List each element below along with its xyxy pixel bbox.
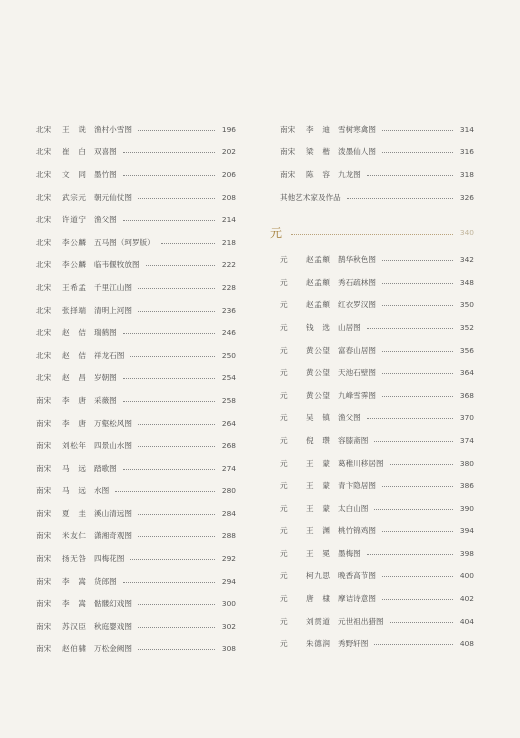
entry-title: 红衣罗汉图: [338, 300, 376, 310]
toc-entry[interactable]: [280, 361, 474, 384]
leader-dots: [291, 234, 453, 235]
leader-dots: [138, 627, 215, 628]
entry-artist: 黄公望: [306, 368, 331, 378]
entry-artist: 赵伯骕: [62, 644, 87, 654]
entry-artist: 夏 圭: [62, 508, 87, 518]
entry-title: 青卞隐居图: [338, 481, 376, 491]
entry-dynasty: 南宋: [36, 621, 52, 631]
entry-title: 万松金阙图: [94, 644, 132, 654]
entry-page: 398: [459, 548, 474, 558]
entry-artist: 唐 棣: [306, 594, 331, 604]
leader-dots: [123, 469, 215, 470]
entry-dynasty: 元: [280, 277, 288, 287]
entry-title: 潇湘奇观图: [94, 531, 132, 541]
entry-artist: 王 诜: [62, 124, 87, 134]
leader-dots: [123, 582, 215, 583]
entry-dynasty: 元: [280, 413, 288, 423]
toc-entry[interactable]: [280, 565, 474, 588]
entry-dynasty: 南宋: [280, 124, 296, 134]
leader-dots: [374, 644, 453, 645]
entry-page: 390: [459, 503, 474, 513]
toc-entry[interactable]: [36, 615, 236, 638]
entry-dynasty: 元: [280, 616, 288, 626]
toc-entry[interactable]: [280, 429, 474, 452]
section-page: 340: [459, 227, 474, 237]
entry-page: 380: [459, 458, 474, 468]
leader-dots: [138, 604, 215, 605]
entry-page: 288: [221, 531, 236, 541]
toc-entry[interactable]: [280, 610, 474, 633]
entry-dynasty: 北宋: [36, 169, 52, 179]
toc-entry[interactable]: [280, 294, 474, 317]
entry-page: 264: [221, 418, 236, 428]
entry-artist: 李公麟: [62, 260, 87, 270]
leader-dots: [382, 531, 453, 532]
toc-entry[interactable]: [36, 480, 236, 503]
entry-page: 206: [221, 169, 236, 179]
entry-dynasty: 北宋: [36, 282, 52, 292]
entry-title: 祥龙石图: [94, 350, 125, 360]
entry-artist: 许道宁: [62, 215, 87, 225]
entry-artist: 李 迪: [306, 124, 331, 134]
toc-entry[interactable]: [36, 321, 236, 344]
leader-dots: [161, 243, 215, 244]
entry-dynasty: 南宋: [36, 576, 52, 586]
entry-page: 386: [459, 481, 474, 491]
leader-dots: [138, 536, 215, 537]
toc-entry[interactable]: [36, 525, 236, 548]
leader-dots: [130, 559, 215, 560]
entry-artist: 柯九思: [306, 571, 331, 581]
entry-artist: 梁 楷: [306, 147, 331, 157]
entry-artist: 王 渊: [306, 526, 331, 536]
entry-dynasty: 南宋: [36, 441, 52, 451]
entry-page: 400: [459, 571, 474, 581]
entry-dynasty: 南宋: [36, 486, 52, 496]
entry-title: 山居图: [338, 322, 361, 332]
leader-dots: [138, 311, 215, 312]
leader-dots: [123, 220, 215, 221]
entry-title: 采薇图: [94, 395, 117, 405]
leader-dots: [390, 464, 453, 465]
entry-dynasty: 元: [280, 300, 288, 310]
leader-dots: [138, 514, 215, 515]
entry-page: 258: [221, 395, 236, 405]
leader-dots: [123, 152, 215, 153]
entry-dynasty: 南宋: [36, 395, 52, 405]
toc-entry[interactable]: [280, 271, 474, 294]
entry-page: 394: [459, 526, 474, 536]
toc-entry[interactable]: [280, 632, 474, 655]
entry-page: 402: [459, 594, 474, 604]
entry-dynasty: 元: [280, 571, 288, 581]
entry-artist: 黄公望: [306, 345, 331, 355]
leader-dots: [367, 418, 453, 419]
entry-title: 九龙图: [338, 169, 361, 179]
leader-dots: [367, 554, 453, 555]
entry-artist: 陈 容: [306, 169, 331, 179]
toc-entry[interactable]: [280, 520, 474, 543]
toc-entry[interactable]: [36, 570, 236, 593]
entry-artist: 王希孟: [62, 282, 87, 292]
leader-dots: [138, 446, 215, 447]
entry-page: 356: [459, 345, 474, 355]
entry-dynasty: 元: [280, 255, 288, 265]
entry-title: 渔村小雪图: [94, 124, 132, 134]
entry-page: 350: [459, 300, 474, 310]
entry-artist: 苏汉臣: [62, 621, 87, 631]
entry-title: 万壑松风图: [94, 418, 132, 428]
entry-page: 268: [221, 441, 236, 451]
entry-dynasty: 元: [280, 548, 288, 558]
entry-dynasty: 元: [280, 368, 288, 378]
entry-dynasty: 元: [280, 503, 288, 513]
entry-page: 294: [221, 576, 236, 586]
entry-title: 秀野轩图: [338, 639, 369, 649]
entry-page: 292: [221, 554, 236, 564]
entry-artist: 吴 镇: [306, 413, 331, 423]
leader-dots: [382, 260, 453, 261]
entry-title: 容膝斋图: [338, 435, 369, 445]
entry-dynasty: 北宋: [36, 192, 52, 202]
entry-page: 308: [221, 644, 236, 654]
leader-dots: [123, 333, 215, 334]
toc-entry[interactable]: [36, 638, 236, 661]
leader-dots: [374, 441, 453, 442]
leader-dots: [123, 175, 215, 176]
leader-dots: [115, 491, 215, 492]
entry-dynasty: 北宋: [36, 260, 52, 270]
toc-entry[interactable]: [36, 254, 236, 277]
toc-entry[interactable]: [36, 434, 236, 457]
entry-title: 瑞鹤图: [94, 328, 117, 338]
toc-entry[interactable]: [36, 412, 236, 435]
entry-artist: 赵孟頫: [306, 300, 331, 310]
entry-dynasty: 南宋: [36, 531, 52, 541]
entry-artist: 李公麟: [62, 237, 87, 247]
entry-title: 晚香高节图: [338, 571, 376, 581]
entry-title: 雪树寒禽图: [338, 124, 376, 134]
entry-title: 临韦偃牧放图: [94, 260, 140, 270]
leader-dots: [390, 622, 453, 623]
entry-page: 364: [459, 368, 474, 378]
toc-entry[interactable]: [36, 367, 236, 390]
entry-page: 342: [459, 255, 474, 265]
entry-dynasty: 北宋: [36, 237, 52, 247]
toc-entry[interactable]: [36, 592, 236, 615]
section-heading-yuan[interactable]: [270, 220, 474, 244]
entry-title: 岁朝图: [94, 373, 117, 383]
entry-title: 富春山居图: [338, 345, 376, 355]
entry-artist: 刘松年: [62, 441, 87, 451]
leader-dots: [138, 288, 215, 289]
leader-dots: [382, 130, 453, 131]
leader-dots: [367, 328, 453, 329]
entry-dynasty: 北宋: [36, 350, 52, 360]
entry-title: 水图: [94, 486, 110, 496]
entry-artist: 朱德润: [306, 639, 331, 649]
leader-dots: [382, 305, 453, 306]
entry-title: 墨竹图: [94, 169, 117, 179]
toc-entry[interactable]: [280, 339, 474, 362]
leader-dots: [138, 198, 215, 199]
entry-artist: 王 蒙: [306, 481, 331, 491]
toc-entry[interactable]: [36, 141, 236, 164]
leader-dots: [347, 198, 453, 199]
leader-dots: [138, 130, 215, 131]
toc-entry[interactable]: [36, 118, 236, 141]
leader-dots: [130, 356, 215, 357]
entry-page: 208: [221, 192, 236, 202]
toc-entry[interactable]: [36, 457, 236, 480]
entry-dynasty: 南宋: [280, 147, 296, 157]
entry-title: 五马图（珂罗版）: [94, 237, 155, 247]
entry-title: 双喜图: [94, 147, 117, 157]
entry-artist: 倪 瓒: [306, 435, 331, 445]
entry-page: 222: [221, 260, 236, 270]
entry-page: 274: [221, 463, 236, 473]
leader-dots: [382, 486, 453, 487]
entry-title: 货郎图: [94, 576, 117, 586]
entry-artist: 扬无咎: [62, 554, 87, 564]
entry-page: 250: [221, 350, 236, 360]
entry-artist: 钱 选: [306, 322, 331, 332]
leader-dots: [382, 396, 453, 397]
entry-artist: 米友仁: [62, 531, 87, 541]
entry-dynasty: 南宋: [280, 169, 296, 179]
entry-title: 九峰雪霁图: [338, 390, 376, 400]
entry-artist: 李 唐: [62, 395, 87, 405]
leader-dots: [138, 424, 215, 425]
entry-page: 318: [459, 169, 474, 179]
toc-entry[interactable]: [280, 587, 474, 610]
entry-page: 284: [221, 508, 236, 518]
entry-page: 348: [459, 277, 474, 287]
entry-dynasty: 元: [280, 322, 288, 332]
entry-title: 天池石壁图: [338, 368, 376, 378]
toc-entry[interactable]: [280, 452, 474, 475]
entry-page: 254: [221, 373, 236, 383]
toc-entry[interactable]: [36, 299, 236, 322]
entry-artist: 赵孟頫: [306, 277, 331, 287]
entry-artist: 文 同: [62, 169, 87, 179]
leader-dots: [146, 265, 215, 266]
entry-page: 368: [459, 390, 474, 400]
entry-title: 墨梅图: [338, 548, 361, 558]
entry-dynasty: 元: [280, 345, 288, 355]
entry-dynasty: 南宋: [36, 554, 52, 564]
leader-dots: [367, 175, 453, 176]
toc-entry[interactable]: [280, 248, 474, 271]
leader-dots: [382, 283, 453, 284]
leader-dots: [374, 509, 453, 510]
entry-dynasty: 南宋: [36, 418, 52, 428]
entry-artist: 赵 昌: [62, 373, 87, 383]
entry-page: 352: [459, 322, 474, 332]
entry-dynasty: 元: [280, 639, 288, 649]
toc-entry[interactable]: [36, 502, 236, 525]
toc-entry[interactable]: [280, 384, 474, 407]
entry-page: 214: [221, 215, 236, 225]
entry-title: 溪山清远图: [94, 508, 132, 518]
toc-entry[interactable]: [36, 208, 236, 231]
toc-right-column: [270, 118, 474, 655]
entry-page: 326: [459, 192, 474, 202]
entry-title: 四梅花图: [94, 554, 125, 564]
leader-dots: [123, 378, 215, 379]
leader-dots: [382, 152, 453, 153]
entry-dynasty: 北宋: [36, 147, 52, 157]
entry-page: 316: [459, 147, 474, 157]
entry-artist: 马 远: [62, 486, 87, 496]
leader-dots: [138, 649, 215, 650]
entry-artist: 王 蒙: [306, 503, 331, 513]
entry-title: 骷髅幻戏图: [94, 599, 132, 609]
entry-artist: 赵孟頫: [306, 255, 331, 265]
entry-page: 236: [221, 305, 236, 315]
entry-artist: 李 嵩: [62, 599, 87, 609]
entry-dynasty: 北宋: [36, 328, 52, 338]
entry-dynasty: 元: [280, 390, 288, 400]
toc-entry[interactable]: [36, 547, 236, 570]
entry-page: 196: [221, 124, 236, 134]
entry-artist: 赵 佶: [62, 328, 87, 338]
entry-title: 摩诘诗意图: [338, 594, 376, 604]
entry-artist: 马 远: [62, 463, 87, 473]
entry-page: 228: [221, 282, 236, 292]
entry-artist: 赵 佶: [62, 350, 87, 360]
entry-page: 202: [221, 147, 236, 157]
entry-title: 秋庭婴戏图: [94, 621, 132, 631]
entry-title: 泼墨仙人图: [338, 147, 376, 157]
entry-dynasty: 元: [280, 458, 288, 468]
toc-entry[interactable]: [280, 163, 474, 186]
entry-title: 千里江山图: [94, 282, 132, 292]
entry-artist: 武宗元: [62, 192, 87, 202]
leader-dots: [382, 373, 453, 374]
entry-artist: 李 嵩: [62, 576, 87, 586]
entry-title: 元世祖出猎图: [338, 616, 384, 626]
entry-page: 374: [459, 435, 474, 445]
entry-title: 其他艺术家及作品: [280, 192, 341, 202]
entry-dynasty: 北宋: [36, 124, 52, 134]
entry-dynasty: 元: [280, 526, 288, 536]
leader-dots: [123, 401, 215, 402]
entry-dynasty: 南宋: [36, 463, 52, 473]
entry-dynasty: 南宋: [36, 508, 52, 518]
entry-dynasty: 南宋: [36, 599, 52, 609]
entry-artist: 张择端: [62, 305, 87, 315]
toc-entry[interactable]: [36, 231, 236, 254]
toc-entry[interactable]: [36, 276, 236, 299]
leader-dots: [382, 351, 453, 352]
entry-title: 四景山水图: [94, 441, 132, 451]
toc-left-column: [36, 118, 236, 660]
entry-dynasty: 北宋: [36, 305, 52, 315]
entry-artist: 王 蒙: [306, 458, 331, 468]
entry-dynasty: 北宋: [36, 373, 52, 383]
entry-page: 314: [459, 124, 474, 134]
entry-page: 404: [459, 616, 474, 626]
entry-artist: 王 冕: [306, 548, 331, 558]
toc-entry[interactable]: [36, 344, 236, 367]
entry-dynasty: 元: [280, 481, 288, 491]
entry-dynasty: 元: [280, 435, 288, 445]
entry-artist: 李 唐: [62, 418, 87, 428]
leader-dots: [382, 599, 453, 600]
leader-dots: [382, 576, 453, 577]
entry-page: 300: [221, 599, 236, 609]
entry-page: 280: [221, 486, 236, 496]
entry-page: 246: [221, 328, 236, 338]
entry-page: 218: [221, 237, 236, 247]
entry-page: 370: [459, 413, 474, 423]
entry-title: 太白山图: [338, 503, 369, 513]
entry-title: 葛稚川移居图: [338, 458, 384, 468]
toc-entry-other-artists[interactable]: [280, 186, 474, 209]
toc-entry[interactable]: [280, 542, 474, 565]
toc-entry[interactable]: [36, 186, 236, 209]
entry-title: 渔父图: [338, 413, 361, 423]
entry-artist: 崔 白: [62, 147, 87, 157]
entry-artist: 刘贯道: [306, 616, 331, 626]
entry-title: 朝元仙仗图: [94, 192, 132, 202]
toc-entry[interactable]: [36, 163, 236, 186]
entry-title: 秀石疏林图: [338, 277, 376, 287]
entry-title: 渔父图: [94, 215, 117, 225]
toc-entry[interactable]: [280, 316, 474, 339]
entry-title: 踏歌图: [94, 463, 117, 473]
toc-entry[interactable]: [280, 118, 474, 141]
toc-entry[interactable]: [280, 497, 474, 520]
toc-entry[interactable]: [280, 141, 474, 164]
entry-page: 302: [221, 621, 236, 631]
toc-entry[interactable]: [36, 389, 236, 412]
entry-artist: 黄公望: [306, 390, 331, 400]
entry-dynasty: 南宋: [36, 644, 52, 654]
entry-dynasty: 元: [280, 594, 288, 604]
entry-dynasty: 北宋: [36, 215, 52, 225]
toc-entry[interactable]: [280, 474, 474, 497]
entry-title: 桃竹锦鸡图: [338, 526, 376, 536]
toc-entry[interactable]: [280, 407, 474, 430]
entry-title: 清明上河图: [94, 305, 132, 315]
section-title: 元: [270, 225, 283, 240]
entry-page: 408: [459, 639, 474, 649]
entry-title: 鹊华秋色图: [338, 255, 376, 265]
